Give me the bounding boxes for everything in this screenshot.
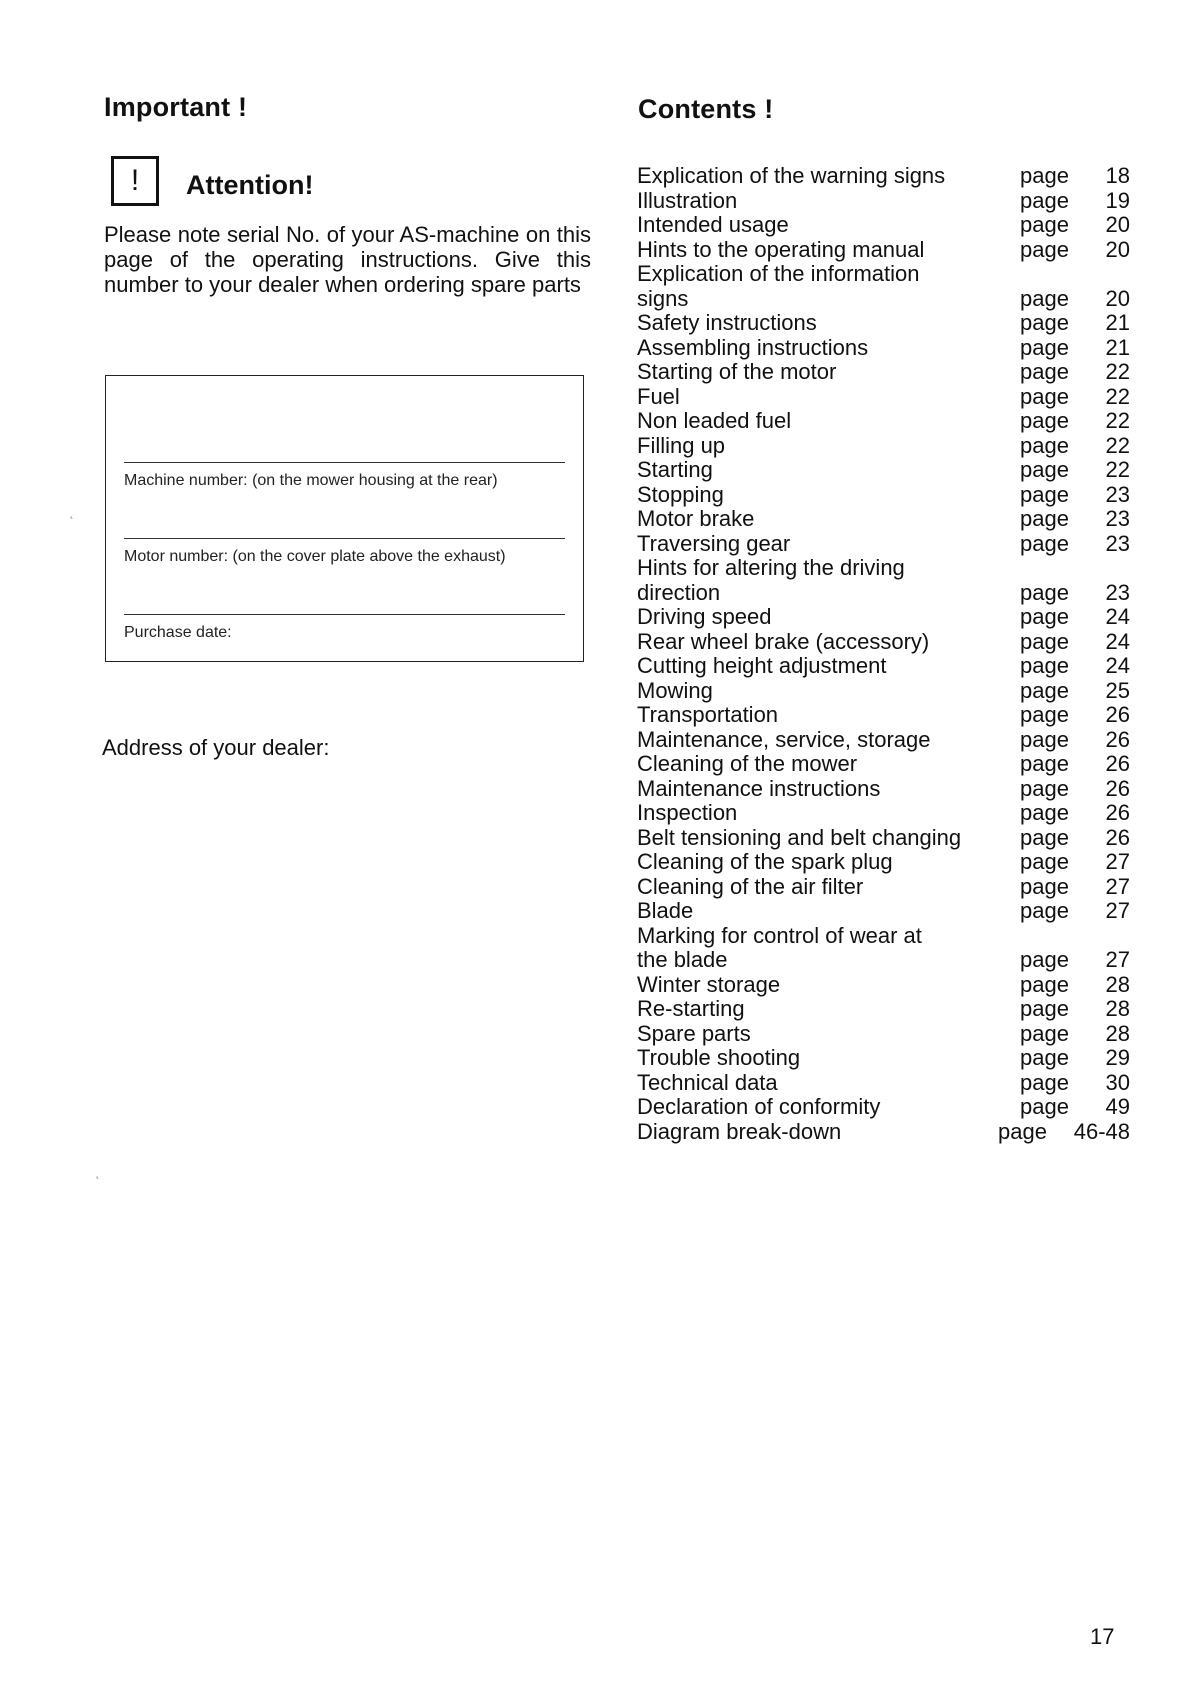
toc-entry-title: Filling up bbox=[637, 432, 726, 458]
toc-entry bbox=[637, 556, 1130, 581]
toc-entry bbox=[637, 875, 1130, 900]
toc-page-word: page bbox=[998, 1118, 1047, 1144]
toc-entry-page bbox=[1020, 973, 1130, 998]
toc-page-word: page bbox=[1020, 457, 1069, 482]
purchase-date-field bbox=[124, 614, 565, 642]
machine-number-line bbox=[124, 462, 565, 463]
toc-page-number: 27 bbox=[1105, 898, 1130, 923]
toc-entry-title: Winter storage bbox=[637, 971, 781, 997]
toc-page-word: page bbox=[1020, 604, 1069, 629]
toc-page-word: page bbox=[1020, 212, 1069, 237]
toc-entry-page bbox=[1020, 532, 1130, 557]
toc-entry bbox=[637, 973, 1130, 998]
toc-entry-title: Trouble shooting bbox=[637, 1045, 801, 1070]
toc-entry-page bbox=[1020, 1071, 1130, 1096]
toc-page-number: 23 bbox=[1105, 506, 1130, 531]
toc-entry-page bbox=[1020, 777, 1130, 802]
toc-page-number: 22 bbox=[1105, 383, 1130, 409]
toc-page-word: page bbox=[1020, 873, 1069, 899]
toc-entry bbox=[637, 850, 1130, 875]
toc-entry-page bbox=[1020, 1022, 1130, 1047]
toc-page-word: page bbox=[1020, 1094, 1069, 1119]
toc-entry-title: Explication of the information bbox=[637, 261, 920, 286]
toc-entry-title: Fuel bbox=[637, 383, 680, 409]
toc-entry bbox=[637, 924, 1130, 949]
toc-entry-title: Inspection bbox=[637, 800, 738, 825]
toc-page-number: 28 bbox=[1105, 1020, 1130, 1046]
toc-page-number: 25 bbox=[1105, 677, 1130, 703]
toc-page-number: 27 bbox=[1105, 849, 1130, 874]
toc-entry-title: Transportation bbox=[637, 702, 779, 727]
toc-entry bbox=[637, 532, 1130, 557]
toc-entry-title: Spare parts bbox=[637, 1020, 751, 1046]
toc-entry bbox=[637, 287, 1130, 312]
toc-page-number: 19 bbox=[1105, 187, 1130, 213]
toc-entry bbox=[637, 1022, 1130, 1047]
toc-page-number: 26 bbox=[1105, 751, 1130, 776]
toc-entry bbox=[637, 262, 1130, 287]
toc-page-word: page bbox=[1020, 1045, 1069, 1070]
toc-page-word: page bbox=[1020, 751, 1069, 776]
toc-entry bbox=[637, 360, 1130, 385]
toc-page-number: 46-48 bbox=[1073, 1118, 1130, 1144]
toc-entry-title: Diagram break-down bbox=[637, 1118, 842, 1144]
toc-entry-title: Declaration of conformity bbox=[637, 1094, 881, 1119]
toc-page-number: 26 bbox=[1105, 824, 1130, 850]
toc-entry-title: Hints to the operating manual bbox=[637, 236, 925, 262]
toc-entry bbox=[637, 483, 1130, 508]
toc-page-word: page bbox=[1020, 530, 1069, 556]
purchase-date-label: Purchase date: bbox=[124, 624, 232, 641]
toc-entry bbox=[637, 385, 1130, 410]
toc-entry bbox=[637, 997, 1130, 1022]
toc-entry-page bbox=[1020, 997, 1130, 1022]
toc-entry-title: Intended usage bbox=[637, 212, 789, 237]
toc-entry-page bbox=[1020, 875, 1130, 900]
toc-page-number: 24 bbox=[1105, 653, 1130, 678]
toc-entry-title: Driving speed bbox=[637, 604, 772, 629]
toc-page-word: page bbox=[1020, 236, 1069, 262]
serial-record-box bbox=[105, 375, 584, 662]
toc-entry-title: Non leaded fuel bbox=[637, 408, 792, 433]
toc-page-number: 21 bbox=[1105, 334, 1130, 360]
toc-entry-page bbox=[1020, 213, 1130, 238]
toc-entry-page bbox=[1020, 679, 1130, 704]
toc-entry bbox=[637, 189, 1130, 214]
toc-page-number: 24 bbox=[1105, 628, 1130, 654]
toc-page-number: 26 bbox=[1105, 775, 1130, 801]
toc-page-number: 26 bbox=[1105, 702, 1130, 727]
toc-page-word: page bbox=[1020, 1069, 1069, 1095]
toc-entry-title: Re-starting bbox=[637, 996, 745, 1021]
toc-entry-page bbox=[1020, 703, 1130, 728]
toc-page-number: 28 bbox=[1105, 971, 1130, 997]
toc-page-word: page bbox=[1020, 408, 1069, 433]
toc-page-number: 22 bbox=[1105, 457, 1130, 482]
toc-entry bbox=[637, 434, 1130, 459]
toc-entry-page bbox=[1020, 1095, 1130, 1120]
toc-page-number: 30 bbox=[1105, 1069, 1130, 1095]
serial-note: Please note serial No. of your AS-machine on this page of the operating instructions. Give this number to your dealer when ordering spare parts bbox=[104, 222, 591, 297]
toc-page-number: 22 bbox=[1105, 359, 1130, 384]
toc-entry-title: the blade bbox=[637, 947, 728, 972]
toc-entry-page bbox=[1020, 507, 1130, 532]
toc-page-word: page bbox=[1020, 383, 1069, 409]
toc-entry-page bbox=[1020, 360, 1130, 385]
toc-entry bbox=[637, 213, 1130, 238]
toc-page-word: page bbox=[1020, 775, 1069, 801]
toc-page-number: 24 bbox=[1105, 604, 1130, 629]
toc-entry-title: Starting bbox=[637, 457, 713, 482]
machine-number-label: Machine number: (on the mower housing at the rear) bbox=[124, 472, 498, 489]
motor-number-label: Motor number: (on the cover plate above the exhaust) bbox=[124, 548, 506, 565]
toc-page-word: page bbox=[1020, 824, 1069, 850]
toc-page-number: 26 bbox=[1105, 726, 1130, 752]
toc-entry bbox=[637, 1071, 1130, 1096]
toc-entry bbox=[637, 164, 1130, 189]
toc-entry bbox=[637, 654, 1130, 679]
toc-entry-title: Illustration bbox=[637, 187, 738, 213]
toc-page-number: 21 bbox=[1105, 310, 1130, 335]
toc-page-number: 27 bbox=[1105, 947, 1130, 972]
toc-entry-page bbox=[1020, 605, 1130, 630]
toc-entry-title: Starting of the motor bbox=[637, 359, 837, 384]
toc-entry-page bbox=[1020, 409, 1130, 434]
toc-entry bbox=[637, 1046, 1130, 1071]
machine-number-field bbox=[124, 462, 565, 490]
toc-entry bbox=[637, 1095, 1130, 1120]
motor-number-line bbox=[124, 538, 565, 539]
toc-page-word: page bbox=[1020, 579, 1069, 605]
table-of-contents bbox=[637, 164, 1130, 1144]
toc-entry-page bbox=[1020, 336, 1130, 361]
dealer-address-label: Address of your dealer: bbox=[102, 735, 330, 760]
toc-page-word: page bbox=[1020, 653, 1069, 678]
toc-page-word: page bbox=[1020, 310, 1069, 335]
toc-entry-title: Maintenance, service, storage bbox=[637, 726, 931, 752]
toc-page-number: 28 bbox=[1105, 996, 1130, 1021]
toc-entry-page bbox=[998, 1120, 1130, 1145]
toc-entry-page bbox=[1020, 1046, 1130, 1071]
toc-entry-title: Assembling instructions bbox=[637, 334, 869, 360]
toc-entry-title: Explication of the warning signs bbox=[637, 163, 946, 188]
toc-entry-page bbox=[1020, 899, 1130, 924]
toc-page-word: page bbox=[1020, 898, 1069, 923]
toc-entry-title: Maintenance instructions bbox=[637, 775, 881, 801]
motor-number-field bbox=[124, 538, 565, 566]
toc-page-word: page bbox=[1020, 726, 1069, 752]
toc-entry-title: signs bbox=[637, 285, 689, 311]
toc-page-number: 18 bbox=[1105, 163, 1130, 188]
toc-entry-title: Mowing bbox=[637, 677, 713, 703]
toc-page-word: page bbox=[1020, 800, 1069, 825]
toc-entry-page bbox=[1020, 164, 1130, 189]
toc-page-word: page bbox=[1020, 628, 1069, 654]
toc-page-number: 20 bbox=[1105, 285, 1130, 311]
toc-entry-page bbox=[1020, 752, 1130, 777]
toc-page-word: page bbox=[1020, 187, 1069, 213]
toc-entry-title: Safety instructions bbox=[637, 310, 817, 335]
toc-entry-title: Rear wheel brake (accessory) bbox=[637, 628, 930, 654]
toc-entry-page bbox=[1020, 948, 1130, 973]
toc-page-number: 27 bbox=[1105, 873, 1130, 899]
toc-entry-title: Cleaning of the mower bbox=[637, 751, 858, 776]
toc-entry bbox=[637, 311, 1130, 336]
toc-entry bbox=[637, 899, 1130, 924]
toc-page-word: page bbox=[1020, 359, 1069, 384]
toc-entry bbox=[637, 728, 1130, 753]
toc-entry bbox=[637, 409, 1130, 434]
toc-entry-page bbox=[1020, 826, 1130, 851]
toc-entry-page bbox=[1020, 630, 1130, 655]
toc-entry-page bbox=[1020, 654, 1130, 679]
toc-entry-title: Hints for altering the driving bbox=[637, 555, 905, 580]
toc-entry bbox=[637, 336, 1130, 361]
toc-entry bbox=[637, 507, 1130, 532]
toc-entry-page bbox=[1020, 483, 1130, 508]
toc-entry-page bbox=[1020, 385, 1130, 410]
toc-page-number: 29 bbox=[1105, 1045, 1130, 1070]
attention-icon bbox=[111, 156, 159, 206]
toc-entry-title: Cleaning of the air filter bbox=[637, 873, 864, 899]
toc-page-word: page bbox=[1020, 481, 1069, 507]
toc-entry bbox=[637, 1120, 1130, 1145]
toc-entry bbox=[637, 703, 1130, 728]
toc-page-word: page bbox=[1020, 702, 1069, 727]
toc-page-word: page bbox=[1020, 1020, 1069, 1046]
toc-entry bbox=[637, 948, 1130, 973]
toc-page-word: page bbox=[1020, 432, 1069, 458]
toc-entry-page bbox=[1020, 238, 1130, 263]
toc-entry-title: Stopping bbox=[637, 481, 724, 507]
toc-entry-page bbox=[1020, 311, 1130, 336]
scan-speck: ˛ bbox=[70, 505, 74, 519]
toc-page-word: page bbox=[1020, 677, 1069, 703]
toc-entry-title: Blade bbox=[637, 898, 694, 923]
toc-entry-page bbox=[1020, 801, 1130, 826]
toc-entry bbox=[637, 777, 1130, 802]
contents-heading: Contents ! bbox=[638, 94, 774, 124]
toc-entry-page bbox=[1020, 458, 1130, 483]
toc-entry bbox=[637, 752, 1130, 777]
toc-page-word: page bbox=[1020, 971, 1069, 997]
toc-entry-title: Motor brake bbox=[637, 506, 755, 531]
toc-entry bbox=[637, 458, 1130, 483]
toc-page-number: 20 bbox=[1105, 236, 1130, 262]
toc-entry bbox=[637, 801, 1130, 826]
toc-page-word: page bbox=[1020, 996, 1069, 1021]
toc-entry bbox=[637, 826, 1130, 851]
toc-page-word: page bbox=[1020, 163, 1069, 188]
toc-entry-title: Traversing gear bbox=[637, 530, 791, 556]
toc-page-number: 23 bbox=[1105, 481, 1130, 507]
toc-entry-page bbox=[1020, 434, 1130, 459]
toc-entry-title: Belt tensioning and belt changing bbox=[637, 824, 962, 850]
toc-entry bbox=[637, 238, 1130, 263]
toc-entry-page bbox=[1020, 189, 1130, 214]
attention-title: Attention! bbox=[186, 170, 314, 200]
toc-entry-page bbox=[1020, 850, 1130, 875]
toc-page-number: 23 bbox=[1105, 579, 1130, 605]
toc-entry bbox=[637, 630, 1130, 655]
toc-page-number: 20 bbox=[1105, 212, 1130, 237]
toc-entry-title: Marking for control of wear at bbox=[637, 922, 922, 948]
toc-entry-page bbox=[1020, 728, 1130, 753]
toc-page-number: 22 bbox=[1105, 432, 1130, 458]
toc-page-number: 23 bbox=[1105, 530, 1130, 556]
toc-entry bbox=[637, 679, 1130, 704]
scan-speck: ˛ bbox=[96, 1165, 100, 1179]
toc-entry-title: Cutting height adjustment bbox=[637, 653, 887, 678]
toc-entry bbox=[637, 605, 1130, 630]
toc-entry bbox=[637, 581, 1130, 606]
toc-page-number: 49 bbox=[1105, 1094, 1130, 1119]
purchase-date-line bbox=[124, 614, 565, 615]
toc-entry-title: Technical data bbox=[637, 1069, 778, 1095]
attention-symbol: ! bbox=[130, 164, 140, 197]
toc-page-number: 22 bbox=[1105, 408, 1130, 433]
important-heading: Important ! bbox=[104, 92, 248, 122]
toc-page-number: 26 bbox=[1105, 800, 1130, 825]
toc-page-word: page bbox=[1020, 506, 1069, 531]
toc-entry-page bbox=[1020, 581, 1130, 606]
toc-entry-title: Cleaning of the spark plug bbox=[637, 849, 893, 874]
page-number: 17 bbox=[1090, 1624, 1115, 1649]
toc-page-word: page bbox=[1020, 334, 1069, 360]
toc-page-word: page bbox=[1020, 947, 1069, 972]
toc-page-word: page bbox=[1020, 849, 1069, 874]
toc-entry-title: direction bbox=[637, 579, 721, 605]
toc-entry-page bbox=[1020, 287, 1130, 312]
toc-page-word: page bbox=[1020, 285, 1069, 311]
